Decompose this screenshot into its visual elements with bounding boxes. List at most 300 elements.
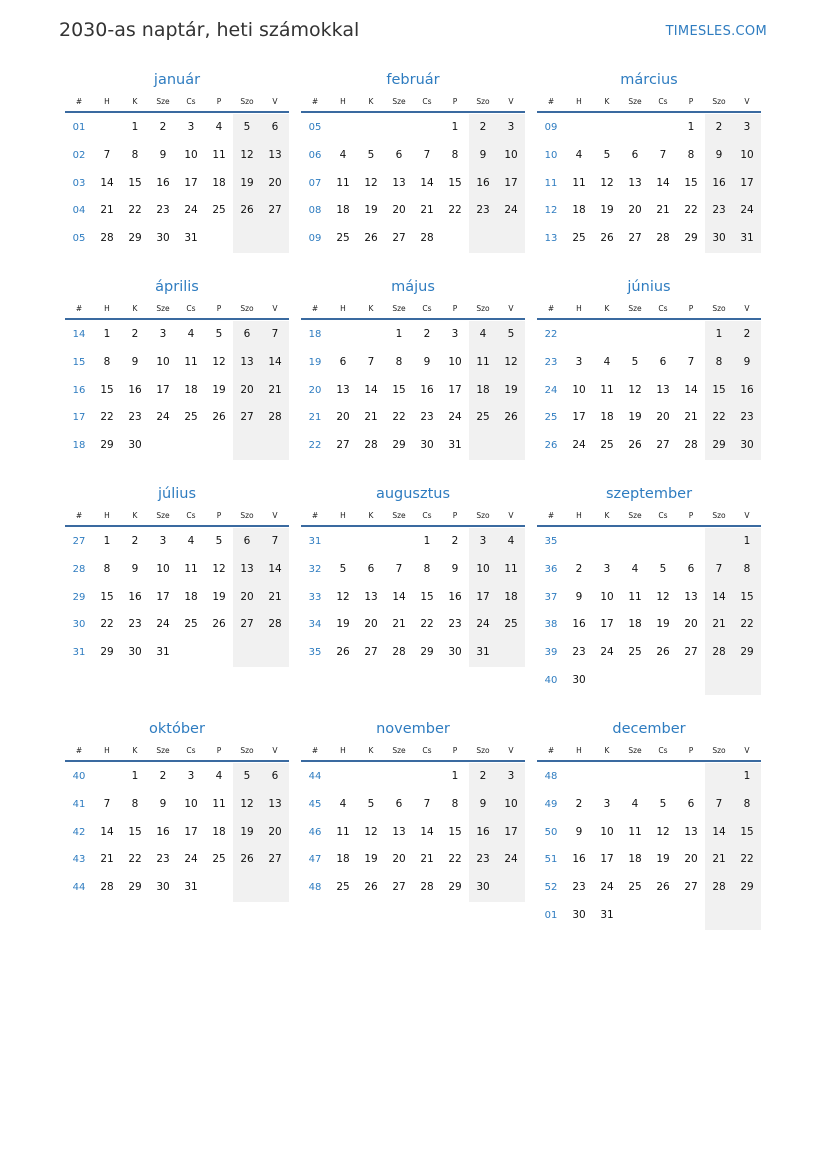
day-cell: 10 — [156, 562, 170, 575]
empty-day-cell — [261, 225, 289, 253]
week-number: 01 — [72, 122, 86, 133]
week-number: 47 — [308, 854, 322, 866]
empty-day-cell — [413, 763, 441, 791]
week-number: 50 — [544, 826, 558, 838]
day-cell: 17 — [497, 819, 525, 847]
weekday-label: Sze — [156, 511, 170, 520]
day-cell: 7 — [659, 148, 667, 161]
month-name: február — [386, 72, 440, 88]
weekday-label: K — [132, 97, 138, 106]
empty-day-cell — [649, 763, 677, 791]
weekday-label: K — [604, 511, 610, 520]
day-cell: 8 — [733, 791, 761, 819]
day-cell: 31 — [184, 232, 198, 245]
week-number: 52 — [544, 882, 558, 894]
weekday-label: Szo — [476, 746, 490, 755]
month-block — [537, 718, 761, 930]
week-number-header: # — [75, 746, 83, 755]
days-grid — [537, 113, 761, 253]
empty-day-cell — [329, 321, 357, 349]
day-cell: 14 — [705, 819, 733, 847]
day-cell: 26 — [656, 881, 670, 894]
week-number: 22 — [544, 329, 558, 340]
empty-day-cell — [593, 528, 621, 556]
day-cell: 11 — [628, 590, 642, 603]
day-cell: 11 — [497, 556, 525, 584]
weekday-label: Sze — [392, 97, 406, 106]
week-number: 28 — [72, 563, 86, 575]
weekday-label: Cs — [658, 304, 668, 313]
day-cell: 14 — [261, 349, 289, 377]
weekday-label: V — [744, 97, 750, 106]
day-cell: 12 — [212, 355, 226, 368]
empty-day-cell — [677, 902, 705, 930]
month-block — [537, 483, 761, 695]
weekday-label: Cs — [186, 97, 196, 106]
weekday-label: H — [340, 97, 346, 106]
week-number: 31 — [308, 536, 322, 547]
weekday-label: K — [132, 511, 138, 520]
day-cell: 5 — [367, 797, 375, 810]
day-cell: 25 — [628, 881, 642, 894]
day-cell: 1 — [733, 528, 761, 556]
day-cell: 7 — [261, 321, 289, 349]
empty-day-cell — [261, 874, 289, 902]
day-cell: 24 — [184, 204, 198, 217]
day-cell: 25 — [572, 232, 586, 245]
empty-day-cell — [593, 114, 621, 142]
day-cell: 19 — [233, 170, 261, 198]
day-cell: 26 — [233, 846, 261, 874]
weekday-label: Szo — [240, 304, 254, 313]
weekday-label: K — [132, 746, 138, 755]
day-cell: 11 — [600, 383, 614, 396]
day-cell: 20 — [336, 411, 350, 424]
month-block — [65, 718, 289, 902]
day-cell: 21 — [656, 204, 670, 217]
weekday-label: Cs — [186, 511, 196, 520]
day-cell: 10 — [156, 355, 170, 368]
empty-day-cell — [497, 225, 525, 253]
day-cell: 18 — [600, 411, 614, 424]
day-cell: 11 — [212, 148, 226, 161]
day-cell: 15 — [392, 383, 406, 396]
weekday-label: P — [452, 746, 458, 755]
week-number-header: # — [75, 304, 83, 313]
day-cell: 13 — [392, 176, 406, 189]
day-cell: 31 — [469, 639, 497, 667]
week-number: 42 — [72, 826, 86, 838]
day-cell: 14 — [656, 176, 670, 189]
day-cell: 8 — [451, 797, 459, 810]
empty-day-cell — [649, 902, 677, 930]
day-cell: 4 — [339, 148, 347, 161]
day-cell: 28 — [656, 232, 670, 245]
day-cell: 13 — [684, 590, 698, 603]
day-cell: 5 — [631, 355, 639, 368]
weekday-label: Sze — [392, 511, 406, 520]
brand-link[interactable]: TIMESLES.COM — [665, 24, 767, 39]
weekday-label: V — [744, 511, 750, 520]
day-cell: 22 — [392, 411, 406, 424]
empty-day-cell — [621, 763, 649, 791]
empty-day-cell — [233, 432, 261, 460]
weekday-label: H — [104, 746, 110, 755]
day-cell: 20 — [684, 853, 698, 866]
weekday-label: P — [452, 304, 458, 313]
month-block — [301, 718, 525, 902]
day-cell: 25 — [184, 618, 198, 631]
weekday-label: K — [132, 304, 138, 313]
week-number: 40 — [544, 674, 558, 686]
day-cell: 14 — [100, 176, 114, 189]
day-cell: 28 — [705, 874, 733, 902]
day-cell: 14 — [420, 825, 434, 838]
week-number: 14 — [72, 329, 86, 340]
day-cell: 15 — [420, 590, 434, 603]
week-number: 27 — [72, 536, 86, 547]
weekday-label: Sze — [628, 97, 642, 106]
week-number: 20 — [308, 384, 322, 396]
week-number: 23 — [544, 356, 558, 368]
day-cell: 24 — [600, 881, 614, 894]
empty-day-cell — [357, 114, 385, 142]
weekday-label: Sze — [156, 746, 170, 755]
day-cell: 15 — [128, 176, 142, 189]
week-number: 01 — [544, 909, 558, 921]
day-cell: 25 — [600, 439, 614, 452]
day-cell: 6 — [395, 797, 403, 810]
day-cell: 2 — [575, 797, 583, 810]
weekday-label: V — [508, 97, 514, 106]
week-number: 09 — [544, 122, 558, 133]
day-cell: 7 — [103, 148, 111, 161]
day-cell: 14 — [100, 825, 114, 838]
day-cell: 12 — [497, 349, 525, 377]
day-cell: 13 — [656, 383, 670, 396]
week-number: 17 — [72, 412, 86, 424]
day-cell: 16 — [156, 825, 170, 838]
day-cell: 7 — [367, 355, 375, 368]
empty-day-cell — [677, 667, 705, 695]
empty-day-cell — [233, 874, 261, 902]
day-cell: 24 — [497, 197, 525, 225]
day-cell: 3 — [603, 797, 611, 810]
day-cell: 9 — [733, 349, 761, 377]
day-cell: 4 — [497, 528, 525, 556]
weekday-label: P — [688, 304, 694, 313]
day-cell: 8 — [705, 349, 733, 377]
day-cell: 1 — [451, 770, 459, 782]
empty-day-cell — [357, 763, 385, 791]
weekday-label: V — [744, 746, 750, 755]
day-cell: 20 — [656, 411, 670, 424]
day-cell: 25 — [469, 404, 497, 432]
day-cell: 24 — [600, 646, 614, 659]
weekday-label: Szo — [476, 304, 490, 313]
empty-day-cell — [565, 321, 593, 349]
day-cell: 24 — [497, 846, 525, 874]
day-cell: 19 — [656, 853, 670, 866]
days-grid — [301, 762, 525, 902]
day-cell: 27 — [233, 404, 261, 432]
week-number: 31 — [72, 647, 86, 659]
weekday-label: Szo — [240, 511, 254, 520]
weekday-label: H — [104, 511, 110, 520]
empty-day-cell — [621, 321, 649, 349]
day-cell: 2 — [131, 535, 139, 547]
day-cell: 20 — [684, 618, 698, 631]
day-cell: 5 — [215, 535, 223, 547]
weekday-header — [65, 298, 289, 320]
day-cell: 25 — [212, 853, 226, 866]
day-cell: 26 — [212, 411, 226, 424]
day-cell: 23 — [156, 853, 170, 866]
week-number: 06 — [308, 149, 322, 161]
weekday-label: H — [104, 97, 110, 106]
day-cell: 13 — [364, 590, 378, 603]
empty-day-cell — [497, 639, 525, 667]
weekday-label: V — [272, 97, 278, 106]
weekday-label: Cs — [658, 511, 668, 520]
day-cell: 13 — [233, 556, 261, 584]
week-number-header: # — [547, 511, 555, 520]
days-grid — [301, 527, 525, 667]
month-block — [65, 276, 289, 460]
week-number: 07 — [308, 177, 322, 189]
day-cell: 1 — [395, 328, 403, 340]
day-cell: 18 — [212, 176, 226, 189]
weekday-label: V — [508, 511, 514, 520]
day-cell: 16 — [156, 176, 170, 189]
day-cell: 3 — [575, 355, 583, 368]
week-number: 05 — [72, 233, 86, 245]
day-cell: 25 — [184, 411, 198, 424]
day-cell: 18 — [212, 825, 226, 838]
weekday-label: Cs — [186, 746, 196, 755]
day-cell: 7 — [103, 797, 111, 810]
month-name: január — [153, 72, 201, 88]
week-number-header: # — [311, 97, 319, 106]
weekday-label: Sze — [156, 97, 170, 106]
day-cell: 27 — [684, 646, 698, 659]
day-cell: 27 — [684, 881, 698, 894]
empty-day-cell — [261, 639, 289, 667]
day-cell: 1 — [733, 763, 761, 791]
day-cell: 4 — [215, 770, 223, 782]
day-cell: 21 — [364, 411, 378, 424]
day-cell: 11 — [184, 562, 198, 575]
weekday-label: K — [604, 746, 610, 755]
empty-day-cell — [385, 114, 413, 142]
day-cell: 27 — [233, 611, 261, 639]
day-cell: 17 — [572, 411, 586, 424]
day-cell: 17 — [497, 170, 525, 198]
week-number: 40 — [72, 771, 86, 782]
day-cell: 5 — [339, 562, 347, 575]
weekday-label: K — [604, 304, 610, 313]
day-cell: 16 — [420, 383, 434, 396]
day-cell: 21 — [420, 204, 434, 217]
week-number: 18 — [72, 440, 86, 452]
empty-day-cell — [205, 874, 233, 902]
day-cell: 13 — [261, 791, 289, 819]
day-cell: 18 — [469, 377, 497, 405]
day-cell: 3 — [733, 114, 761, 142]
weekday-label: P — [216, 746, 222, 755]
day-cell: 16 — [469, 170, 497, 198]
day-cell: 16 — [572, 618, 586, 631]
weekday-header — [537, 298, 761, 320]
day-cell: 30 — [733, 432, 761, 460]
day-cell: 15 — [448, 825, 462, 838]
day-cell: 6 — [631, 148, 639, 161]
day-cell: 14 — [364, 383, 378, 396]
week-number: 03 — [72, 177, 86, 189]
day-cell: 22 — [448, 853, 462, 866]
day-cell: 18 — [184, 590, 198, 603]
day-cell: 30 — [572, 908, 586, 921]
weekday-label: Szo — [240, 97, 254, 106]
days-grid — [65, 320, 289, 460]
empty-day-cell — [93, 763, 121, 791]
weekday-label: V — [272, 304, 278, 313]
weekday-label: Sze — [628, 304, 642, 313]
weekday-label: H — [104, 304, 110, 313]
day-cell: 16 — [128, 383, 142, 396]
day-cell: 28 — [684, 439, 698, 452]
day-cell: 27 — [628, 232, 642, 245]
day-cell: 9 — [159, 797, 167, 810]
week-number: 37 — [544, 591, 558, 603]
day-cell: 10 — [448, 355, 462, 368]
day-cell: 15 — [100, 590, 114, 603]
day-cell: 11 — [336, 825, 350, 838]
weekday-header — [65, 505, 289, 527]
day-cell: 29 — [100, 439, 114, 452]
day-cell: 22 — [733, 611, 761, 639]
day-cell: 9 — [469, 142, 497, 170]
day-cell: 28 — [100, 232, 114, 245]
day-cell: 9 — [575, 590, 583, 603]
day-cell: 21 — [420, 853, 434, 866]
day-cell: 7 — [395, 562, 403, 575]
month-block — [301, 69, 525, 253]
day-cell: 18 — [336, 204, 350, 217]
day-cell: 20 — [233, 584, 261, 612]
week-number: 36 — [544, 563, 558, 575]
day-cell: 8 — [451, 148, 459, 161]
day-cell: 21 — [261, 584, 289, 612]
day-cell: 8 — [733, 556, 761, 584]
day-cell: 16 — [572, 853, 586, 866]
day-cell: 20 — [364, 618, 378, 631]
week-number: 39 — [544, 647, 558, 659]
day-cell: 25 — [336, 881, 350, 894]
month-name: november — [376, 721, 450, 737]
day-cell: 17 — [156, 590, 170, 603]
empty-day-cell — [93, 114, 121, 142]
day-cell: 17 — [184, 176, 198, 189]
day-cell: 15 — [733, 819, 761, 847]
day-cell: 20 — [261, 819, 289, 847]
week-number: 45 — [308, 798, 322, 810]
week-number: 21 — [308, 412, 322, 424]
day-cell: 3 — [159, 535, 167, 547]
day-cell: 23 — [128, 618, 142, 631]
day-cell: 23 — [705, 197, 733, 225]
day-cell: 18 — [572, 204, 586, 217]
month-name: május — [391, 279, 435, 295]
weekday-label: Cs — [658, 746, 668, 755]
empty-day-cell — [621, 667, 649, 695]
day-cell: 5 — [233, 763, 261, 791]
week-number: 48 — [308, 882, 322, 894]
empty-day-cell — [329, 114, 357, 142]
weekday-label: Cs — [658, 97, 668, 106]
week-number: 44 — [308, 771, 322, 782]
day-cell: 2 — [131, 328, 139, 340]
day-cell: 13 — [392, 825, 406, 838]
week-number: 10 — [544, 149, 558, 161]
day-cell: 4 — [603, 355, 611, 368]
day-cell: 22 — [684, 204, 698, 217]
day-cell: 2 — [159, 770, 167, 782]
week-number: 43 — [72, 854, 86, 866]
day-cell: 26 — [212, 618, 226, 631]
weekday-label: P — [452, 97, 458, 106]
day-cell: 27 — [392, 881, 406, 894]
day-cell: 22 — [100, 618, 114, 631]
empty-day-cell — [649, 667, 677, 695]
day-cell: 12 — [212, 562, 226, 575]
day-cell: 24 — [448, 411, 462, 424]
day-cell: 22 — [100, 411, 114, 424]
day-cell: 5 — [367, 148, 375, 161]
week-number: 35 — [308, 647, 322, 659]
day-cell: 14 — [420, 176, 434, 189]
day-cell: 12 — [233, 791, 261, 819]
day-cell: 1 — [131, 770, 139, 782]
day-cell: 26 — [233, 197, 261, 225]
day-cell: 2 — [469, 114, 497, 142]
month-name: március — [620, 72, 678, 88]
day-cell: 12 — [656, 825, 670, 838]
weekday-label: H — [576, 97, 582, 106]
week-number: 25 — [544, 412, 558, 424]
day-cell: 27 — [261, 197, 289, 225]
empty-day-cell — [649, 528, 677, 556]
empty-day-cell — [677, 763, 705, 791]
day-cell: 5 — [659, 562, 667, 575]
empty-day-cell — [621, 114, 649, 142]
month-block — [65, 69, 289, 253]
day-cell: 19 — [600, 204, 614, 217]
day-cell: 29 — [448, 881, 462, 894]
empty-day-cell — [565, 763, 593, 791]
day-cell: 3 — [497, 114, 525, 142]
empty-day-cell — [469, 225, 497, 253]
day-cell: 19 — [364, 204, 378, 217]
day-cell: 23 — [469, 846, 497, 874]
day-cell: 20 — [261, 170, 289, 198]
week-number-header: # — [75, 511, 83, 520]
empty-day-cell — [357, 528, 385, 556]
empty-day-cell — [677, 528, 705, 556]
day-cell: 7 — [423, 797, 431, 810]
day-cell: 12 — [656, 590, 670, 603]
day-cell: 26 — [497, 404, 525, 432]
